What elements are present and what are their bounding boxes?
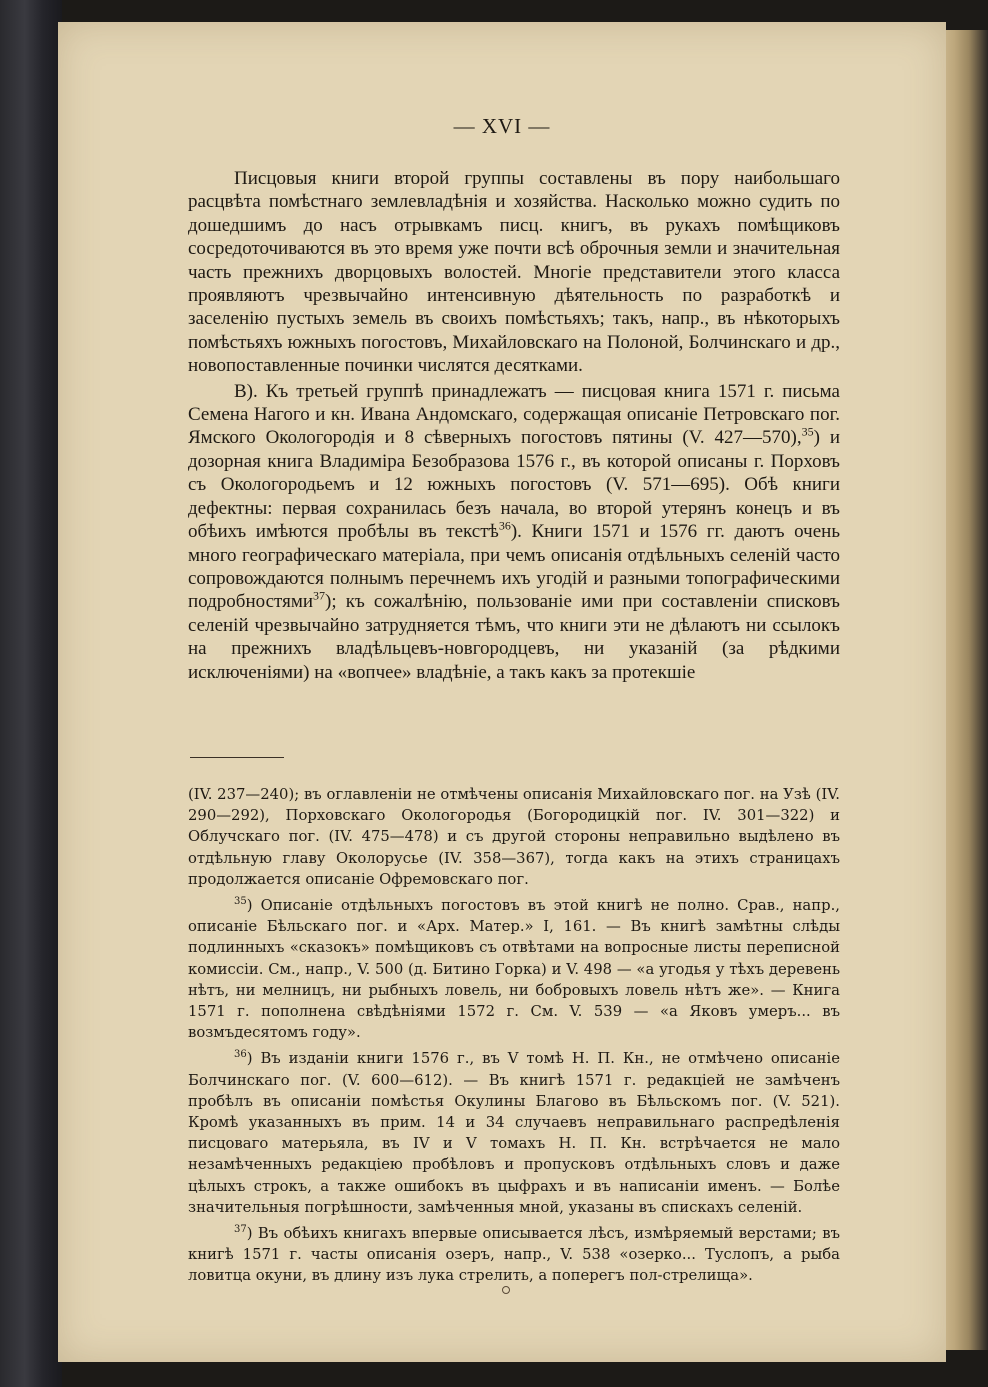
paragraph-2-part-3: ). Книги 1571 и 1576 гг. даютъ очень много географическаго матеріала, при чемъ описанія отдѣльныхъ селеній часто сопровождаются полнымъ перечнемъ ихъ угодій и разными топографическими подробностями [188,521,840,613]
paragraph-2-part-2: ) и дозорная книга Владиміра Безобразова 1576 г., въ которой описаны г. Порховъ съ Окологородьемъ и 12 южныхъ погостовъ (V. 571—695). Обѣ книги дефектны: первая сохранилась безъ начала, во второй утерянъ конецъ и въ обѣихъ имѣются пробѣлы въ текстѣ [188,427,840,543]
paragraph-2-part-1: В). Къ третьей группѣ принадлежатъ — писцовая книга 1571 г. письма Семена Нагого и кн. Ивана Андомскаго, содержащая описаніе Петровскаго пог. Ямского Окологородія и 8 сѣверныхъ погостовъ пятины (V. 427—570), [188,380,840,449]
paragraph-2 [188,380,840,684]
footnote-35 [188,895,840,1043]
footnote-text: ) Въ обѣихъ книгахъ впервые описывается лѣсъ, измѣряемый верстами; въ книгѣ 1571 г. часты описанія озеръ, напр., V. 538 «озерко... Туслопъ, а рыба ловитца окуни, въ длину изъ лука стрелить, а поперегъ пол-стрелища». [188,1225,840,1285]
page-edge [940,30,988,1350]
footnote-ref-35: 35 [801,425,814,440]
footnote-37 [188,1223,840,1287]
page-ornament [502,1286,510,1294]
paragraph-2-part-4: ); къ сожалѣнію, пользованіе ими при составленіи списковъ селеній чрезвычайно затрудняется тѣмъ, что книги эти не дѣлаютъ ни ссылокъ на прежнихъ владѣльцевъ-новгородцевъ, ни указаній (за рѣдкими исключеніями) на «вопчее» владѣніе, а такъ какъ за протекшіе [188,591,840,683]
footnote-text: ) Описаніе отдѣльныхъ погостовъ въ этой книгѣ не полно. Срав., напр., описаніе Бѣльскаго пог. и «Арх. Матер.» I, 161. — Въ книгѣ замѣтны слѣды подлинныхъ «сказокъ» помѣщиковъ съ отвѣтами на вопросные листы переписной комиссіи. См., напр., V. 500 (д. Битино Горка) и V. 498 — «а угодья у тѣхъ деревень нѣтъ, ни мелницъ, ни рыбныхъ ловель, ни бобровыхъ ловель нѣтъ же». — Книга 1571 г. пополнена свѣдѣніями 1572 г. См. V. 539 — «а Яковъ умеръ... въ возмъдесятомъ году». [188,897,840,1042]
footnote-ref-36: 36 [498,518,511,533]
page-number: — XVI — [453,114,551,138]
footnote-text: ) Въ изданіи книги 1576 г., въ V томѣ Н. П. Кн., не отмѣчено описаніе Болчинскаго пог. (V. 600—612). — Въ книгѣ 1571 г. редакціей не замѣченъ пробѣлъ въ описаніи помѣстья Окулины Благово въ Бѣльскомъ пог. (V. 521). Кромѣ указанныхъ въ прим. 14 и 34 случаевъ неправильнаго распредѣленія писцоваго матерьяла, въ IV и V томахъ Н. П. Кн. встрѣчается не мало незамѣченныхъ редакціею пробѣловъ и пропусковъ отдѣльныхъ словъ и даже цѣлыхъ строкъ, а также ошибокъ въ цыфрахъ и въ написаніи именъ. — Болѣе значительныя погрѣшности, замѣченныя мной, указаны въ спискахъ селеній. [188,1050,840,1216]
paragraph-1: Писцовыя книги второй группы составлены въ пору наибольшаго расцвѣта помѣстнаго землевладѣнія и хозяйства. Насколько можно судить по дошедшимъ до насъ отрывкамъ писц. книгъ, въ рукахъ помѣщиковъ сосредоточиваются въ это время уже почти всѣ оброчныя земли и значительная часть прежнихъ дворцовыхъ волостей. Многіе представители этого класса проявляютъ чрезвычайно интенсивную дѣятельность по разработкѣ и заселенію пустыхъ земель въ своихъ помѣстьяхъ; такъ, напр., въ нѣкоторыхъ помѣстьяхъ южныхъ погостовъ, Михайловскаго на Полоной, Болчинскаго и др., новопоставленные починки числятся десятками. [188,168,840,377]
footnote-number: 36 [234,1049,247,1061]
main-text [188,167,840,684]
footnote-36 [188,1048,840,1218]
footnote-number: 35 [234,896,247,908]
footnote-ref-37: 37 [313,588,326,603]
footnote-number: 37 [234,1224,247,1236]
document-page [58,22,946,1362]
book-binding [0,0,62,1387]
footnotes [188,784,840,1287]
footnote-separator [190,757,284,758]
footnote-continuation: (IV. 237—240); въ оглавленіи не отмѣчены описанія Михайловскаго пог. на Узѣ (IV. 290—292), Порховскаго Окологородья (Богородицкій пог. IV. 301—322) и Облучскаго пог. (IV. 475—478) и съ другой стороны неправильно выдѣлено въ отдѣльную главу Околорусье (IV. 358—367), тогда какъ на этихъ страницахъ продолжается описаніе Офремовскаго пог. [188,786,840,888]
